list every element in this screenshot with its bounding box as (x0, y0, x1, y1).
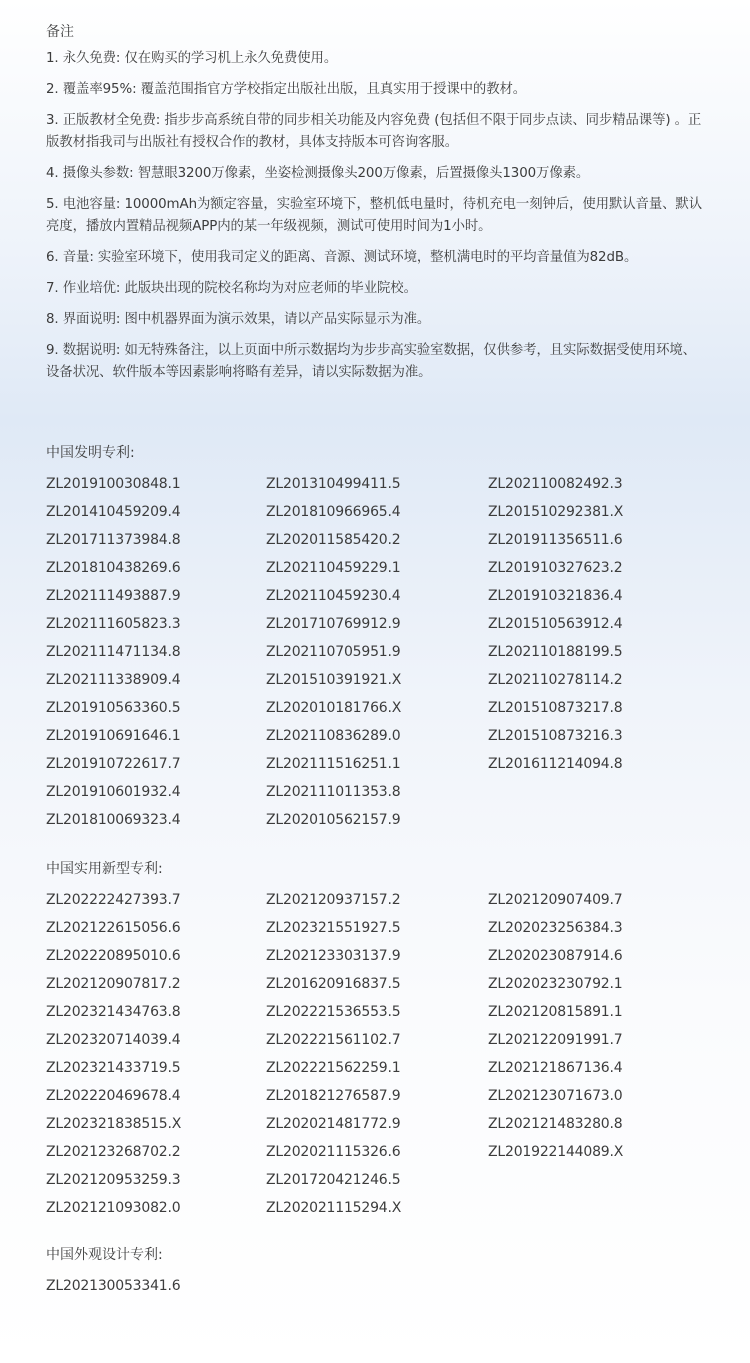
notes-title: 备注 (46, 24, 74, 40)
patent-number: ZL201620916837.5 (266, 976, 401, 992)
patent-number: ZL202011585420.2 (266, 532, 401, 548)
patent-number: ZL201711373984.8 (46, 532, 181, 548)
patent-number: ZL201910722617.7 (46, 756, 181, 772)
notes-list (46, 48, 706, 393)
patent-number: ZL202110082492.3 (488, 476, 623, 492)
patent-number: ZL202110459229.1 (266, 560, 401, 576)
patent-number: ZL202120907817.2 (46, 976, 181, 992)
note-item: 6. 音量: 实验室环境下，使用我司定义的距离、音源、测试环境，整机满电时的平均音量值为82dB。 (46, 250, 638, 265)
note-item: 1. 永久免费: 仅在购买的学习机上永久免费使用。 (46, 51, 338, 66)
patent-number: ZL202023087914.6 (488, 948, 623, 964)
design-patents-title: 中国外观设计专利: (46, 1247, 163, 1263)
patent-number: ZL202321551927.5 (266, 920, 401, 936)
patent-number: ZL202123071673.0 (488, 1088, 623, 1104)
patent-number: ZL202320714039.4 (46, 1032, 181, 1048)
patent-number: ZL202120953259.3 (46, 1172, 181, 1188)
patent-number: ZL201910563360.5 (46, 700, 181, 716)
patent-number: ZL201510873216.3 (488, 728, 623, 744)
patent-number: ZL202222427393.7 (46, 892, 181, 908)
design-patents-grid (46, 1272, 726, 1300)
patent-number (488, 806, 708, 834)
patent-number: ZL202321433719.5 (46, 1060, 181, 1076)
patent-number: ZL202121867136.4 (488, 1060, 623, 1076)
patent-number: ZL201910691646.1 (46, 728, 181, 744)
patent-number: ZL202220469678.4 (46, 1088, 181, 1104)
patent-number: ZL202021115294.X (266, 1200, 402, 1216)
invention-patents-grid (46, 470, 726, 834)
note-item: 4. 摄像头参数: 智慧眼3200万像素，坐姿检测摄像头200万像素，后置摄像头1300万像素。 (46, 166, 590, 181)
patent-number: ZL201810438269.6 (46, 560, 181, 576)
patent-number: ZL202023230792.1 (488, 976, 623, 992)
patent-number: ZL202122091991.7 (488, 1032, 623, 1048)
utility-patents-grid (46, 886, 726, 1222)
patent-number: ZL202110278114.2 (488, 672, 623, 688)
note-item: 3. 正版教材全免费: 指步步高系统自带的同步相关功能及内容免费 (包括但不限于同步点读、同步精品课等) 。正版教材指我司与出版社有授权合作的教材，具体支持版本可咨询客服。 (46, 113, 702, 150)
patent-number: ZL201510391921.X (266, 672, 402, 688)
patent-number: ZL202010562157.9 (266, 812, 401, 828)
patent-number: ZL202121483280.8 (488, 1116, 623, 1132)
patent-number: ZL202010181766.X (266, 700, 402, 716)
patent-number: ZL202111493887.9 (46, 588, 181, 604)
note-item: 2. 覆盖率95%: 覆盖范围指官方学校指定出版社出版，且真实用于授课中的教材。 (46, 82, 527, 97)
patent-number: ZL202110188199.5 (488, 644, 623, 660)
patent-number: ZL202110459230.4 (266, 588, 401, 604)
utility-patents-title: 中国实用新型专利: (46, 861, 163, 877)
note-item: 9. 数据说明: 如无特殊备注，以上页面中所示数据均为步步高实验室数据，仅供参考，且实际数据受使用环境、设备状况、软件版本等因素影响将略有差异，请以实际数据为准。 (46, 343, 696, 380)
patent-number: ZL201510563912.4 (488, 616, 623, 632)
patent-number: ZL201710769912.9 (266, 616, 401, 632)
patent-number (488, 1166, 708, 1194)
patent-number: ZL201410459209.4 (46, 504, 181, 520)
patent-number: ZL202221536553.5 (266, 1004, 401, 1020)
patent-number: ZL202110836289.0 (266, 728, 401, 744)
patent-number (488, 778, 708, 806)
patent-number: ZL202121093082.0 (46, 1200, 181, 1216)
note-item: 8. 界面说明: 图中机器界面为演示效果，请以产品实际显示为准。 (46, 312, 431, 327)
patent-number: ZL201810069323.4 (46, 812, 181, 828)
patent-number: ZL202111516251.1 (266, 756, 401, 772)
patent-number: ZL202110705951.9 (266, 644, 401, 660)
invention-patents-section (46, 442, 726, 834)
patent-number: ZL201910030848.1 (46, 476, 181, 492)
patent-number (488, 1194, 708, 1222)
patent-number: ZL201810966965.4 (266, 504, 401, 520)
patent-number: ZL202220895010.6 (46, 948, 181, 964)
patent-number: ZL201922144089.X (488, 1144, 624, 1160)
patent-number: ZL202023256384.3 (488, 920, 623, 936)
patent-number: ZL202122615056.6 (46, 920, 181, 936)
patent-number: ZL201720421246.5 (266, 1172, 401, 1188)
invention-patents-title: 中国发明专利: (46, 445, 135, 461)
design-patents-section (46, 1244, 726, 1300)
patent-number: ZL202221562259.1 (266, 1060, 401, 1076)
patent-number: ZL201821276587.9 (266, 1088, 401, 1104)
patent-number: ZL202111011353.8 (266, 784, 401, 800)
patent-number: ZL202221561102.7 (266, 1032, 401, 1048)
patent-number: ZL201310499411.5 (266, 476, 401, 492)
patent-number: ZL202111338909.4 (46, 672, 181, 688)
patent-number: ZL201910327623.2 (488, 560, 623, 576)
patent-number: ZL202021481772.9 (266, 1116, 401, 1132)
patent-number: ZL201510292381.X (488, 504, 624, 520)
patent-number: ZL201910321836.4 (488, 588, 623, 604)
patent-number: ZL202120815891.1 (488, 1004, 623, 1020)
patent-number: ZL202120937157.2 (266, 892, 401, 908)
patent-number: ZL202120907409.7 (488, 892, 623, 908)
patent-number: ZL202321838515.X (46, 1116, 182, 1132)
patent-number: ZL202111471134.8 (46, 644, 181, 660)
note-item: 7. 作业培优: 此版块出现的院校名称均为对应老师的毕业院校。 (46, 281, 417, 296)
patent-number: ZL201611214094.8 (488, 756, 623, 772)
patent-number: ZL202130053341.6 (46, 1278, 181, 1294)
patent-number: ZL202321434763.8 (46, 1004, 181, 1020)
note-item: 5. 电池容量: 10000mAh为额定容量，实验室环境下，整机低电量时，待机充电一刻钟后，使用默认音量、默认亮度，播放内置精品视频APP内的某一年级视频，测试可使用时间为1小时。 (46, 197, 702, 234)
patent-number: ZL201911356511.6 (488, 532, 623, 548)
patent-number: ZL201910601932.4 (46, 784, 181, 800)
patent-number: ZL201510873217.8 (488, 700, 623, 716)
patent-number: ZL202123303137.9 (266, 948, 401, 964)
patent-number: ZL202111605823.3 (46, 616, 181, 632)
patent-number: ZL202123268702.2 (46, 1144, 181, 1160)
utility-patents-section (46, 858, 726, 1222)
patent-number: ZL202021115326.6 (266, 1144, 401, 1160)
